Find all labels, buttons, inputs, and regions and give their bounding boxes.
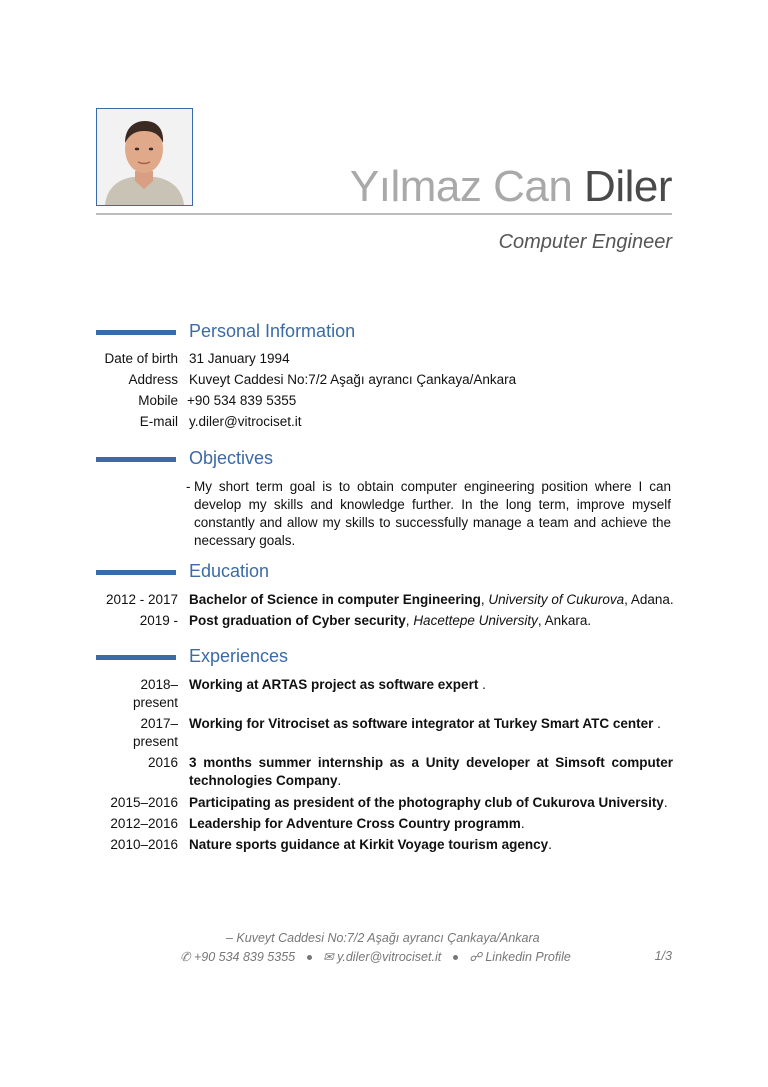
experience-tail: . bbox=[663, 795, 668, 810]
address-value: Kuveyt Caddesi No:7/2 Aşağı ayrancı Çankaya/Ankara bbox=[189, 372, 517, 387]
page-number: 1/3 bbox=[654, 949, 672, 963]
experience-entry bbox=[189, 815, 673, 833]
experience-tail: . bbox=[520, 816, 525, 831]
section-bar bbox=[96, 330, 176, 335]
objectives-dash: - bbox=[186, 479, 191, 494]
section-title-education: Education bbox=[189, 561, 270, 581]
experience-tail: . bbox=[478, 677, 486, 692]
footer-contacts bbox=[180, 949, 571, 964]
experience-text: Participating as president of the photography club of Cukurova University bbox=[189, 795, 664, 810]
education-date: 2019 - bbox=[139, 613, 178, 628]
section-bar bbox=[96, 655, 176, 660]
dob-label: Date of birth bbox=[104, 351, 178, 366]
education-degree: Bachelor of Science in computer Engineering bbox=[189, 592, 481, 607]
mobile-label: Mobile bbox=[138, 393, 178, 408]
objectives-text bbox=[186, 478, 671, 550]
experience-entry bbox=[189, 754, 673, 790]
objectives-body: My short term goal is to obtain computer engineering position where I can develop my skills and knowledge further. In the long term, improve myself constantly and allow my skills to successfully manage a team and achieve the necessary goals. bbox=[194, 479, 671, 548]
experience-entry bbox=[189, 715, 673, 733]
person-name bbox=[350, 160, 672, 214]
email-value[interactable]: y.diler@vitrociset.it bbox=[189, 414, 302, 429]
phone-icon: ✆ bbox=[180, 950, 191, 964]
profile-photo bbox=[96, 108, 193, 206]
experience-text: Working at ARTAS project as software expert bbox=[189, 677, 479, 692]
separator-dot bbox=[307, 955, 312, 960]
education-place: , Adana. bbox=[624, 592, 674, 607]
experience-text: Working for Vitrociset as software integrator at Turkey Smart ATC center bbox=[189, 716, 654, 731]
last-name: Diler bbox=[584, 162, 672, 211]
education-date: 2012 - 2017 bbox=[105, 592, 178, 607]
linkedin-icon: ☍ bbox=[469, 950, 482, 964]
separator-dot bbox=[453, 955, 458, 960]
footer-phone[interactable]: +90 534 839 5355 bbox=[193, 950, 296, 964]
experience-date: 2010–2016 bbox=[110, 837, 178, 852]
experience-text: Leadership for Adventure Cross Country programm bbox=[189, 816, 521, 831]
section-title-experiences: Experiences bbox=[189, 646, 289, 666]
footer-address: – Kuveyt Caddesi No:7/2 Aşağı ayrancı Çankaya/Ankara bbox=[226, 931, 540, 945]
experience-date: 2012–2016 bbox=[110, 816, 178, 831]
education-place: , Ankara. bbox=[537, 613, 592, 628]
education-school: University of Cukurova bbox=[488, 592, 625, 607]
job-title: Computer Engineer bbox=[498, 231, 672, 253]
footer-linkedin-link[interactable]: Linkedin Profile bbox=[485, 950, 571, 964]
experience-entry bbox=[189, 836, 673, 854]
experience-date: 2015–2016 bbox=[110, 795, 178, 810]
header-divider bbox=[96, 213, 672, 215]
dob-value: 31 January 1994 bbox=[189, 351, 290, 366]
experience-entry bbox=[189, 794, 673, 812]
section-title-personal: Personal Information bbox=[189, 321, 356, 341]
experience-date: 2017– present bbox=[132, 716, 178, 749]
experience-entry bbox=[189, 676, 673, 694]
section-bar bbox=[96, 570, 176, 575]
envelope-icon: ✉ bbox=[323, 950, 334, 964]
first-name: Yılmaz Can bbox=[349, 162, 573, 211]
footer-email[interactable]: y.diler@vitrociset.it bbox=[337, 950, 442, 964]
address-label: Address bbox=[128, 372, 178, 387]
experience-date: 2016 bbox=[147, 755, 178, 770]
experience-tail: . bbox=[548, 837, 552, 852]
mobile-value: +90 534 839 5355 bbox=[187, 393, 297, 408]
experience-tail: . bbox=[653, 716, 661, 731]
experience-date: 2018– present bbox=[132, 677, 178, 710]
section-bar bbox=[96, 457, 176, 462]
experience-text: 3 months summer internship as a Unity developer at Simsoft computer technologies Company bbox=[189, 755, 673, 788]
education-school: Hacettepe University bbox=[413, 613, 538, 628]
email-label: E-mail bbox=[139, 414, 178, 429]
section-title-objectives: Objectives bbox=[189, 448, 274, 468]
experience-tail: . bbox=[337, 773, 342, 788]
experience-text: Nature sports guidance at Kirkit Voyage tourism agency bbox=[189, 837, 549, 852]
education-entry: Bachelor of Science in computer Engineering, University of Cukurova, Adana. bbox=[189, 592, 674, 607]
education-entry: Post graduation of Cyber security, Hacettepe University, Ankara. bbox=[189, 613, 592, 628]
education-degree: Post graduation of Cyber security bbox=[189, 613, 406, 628]
